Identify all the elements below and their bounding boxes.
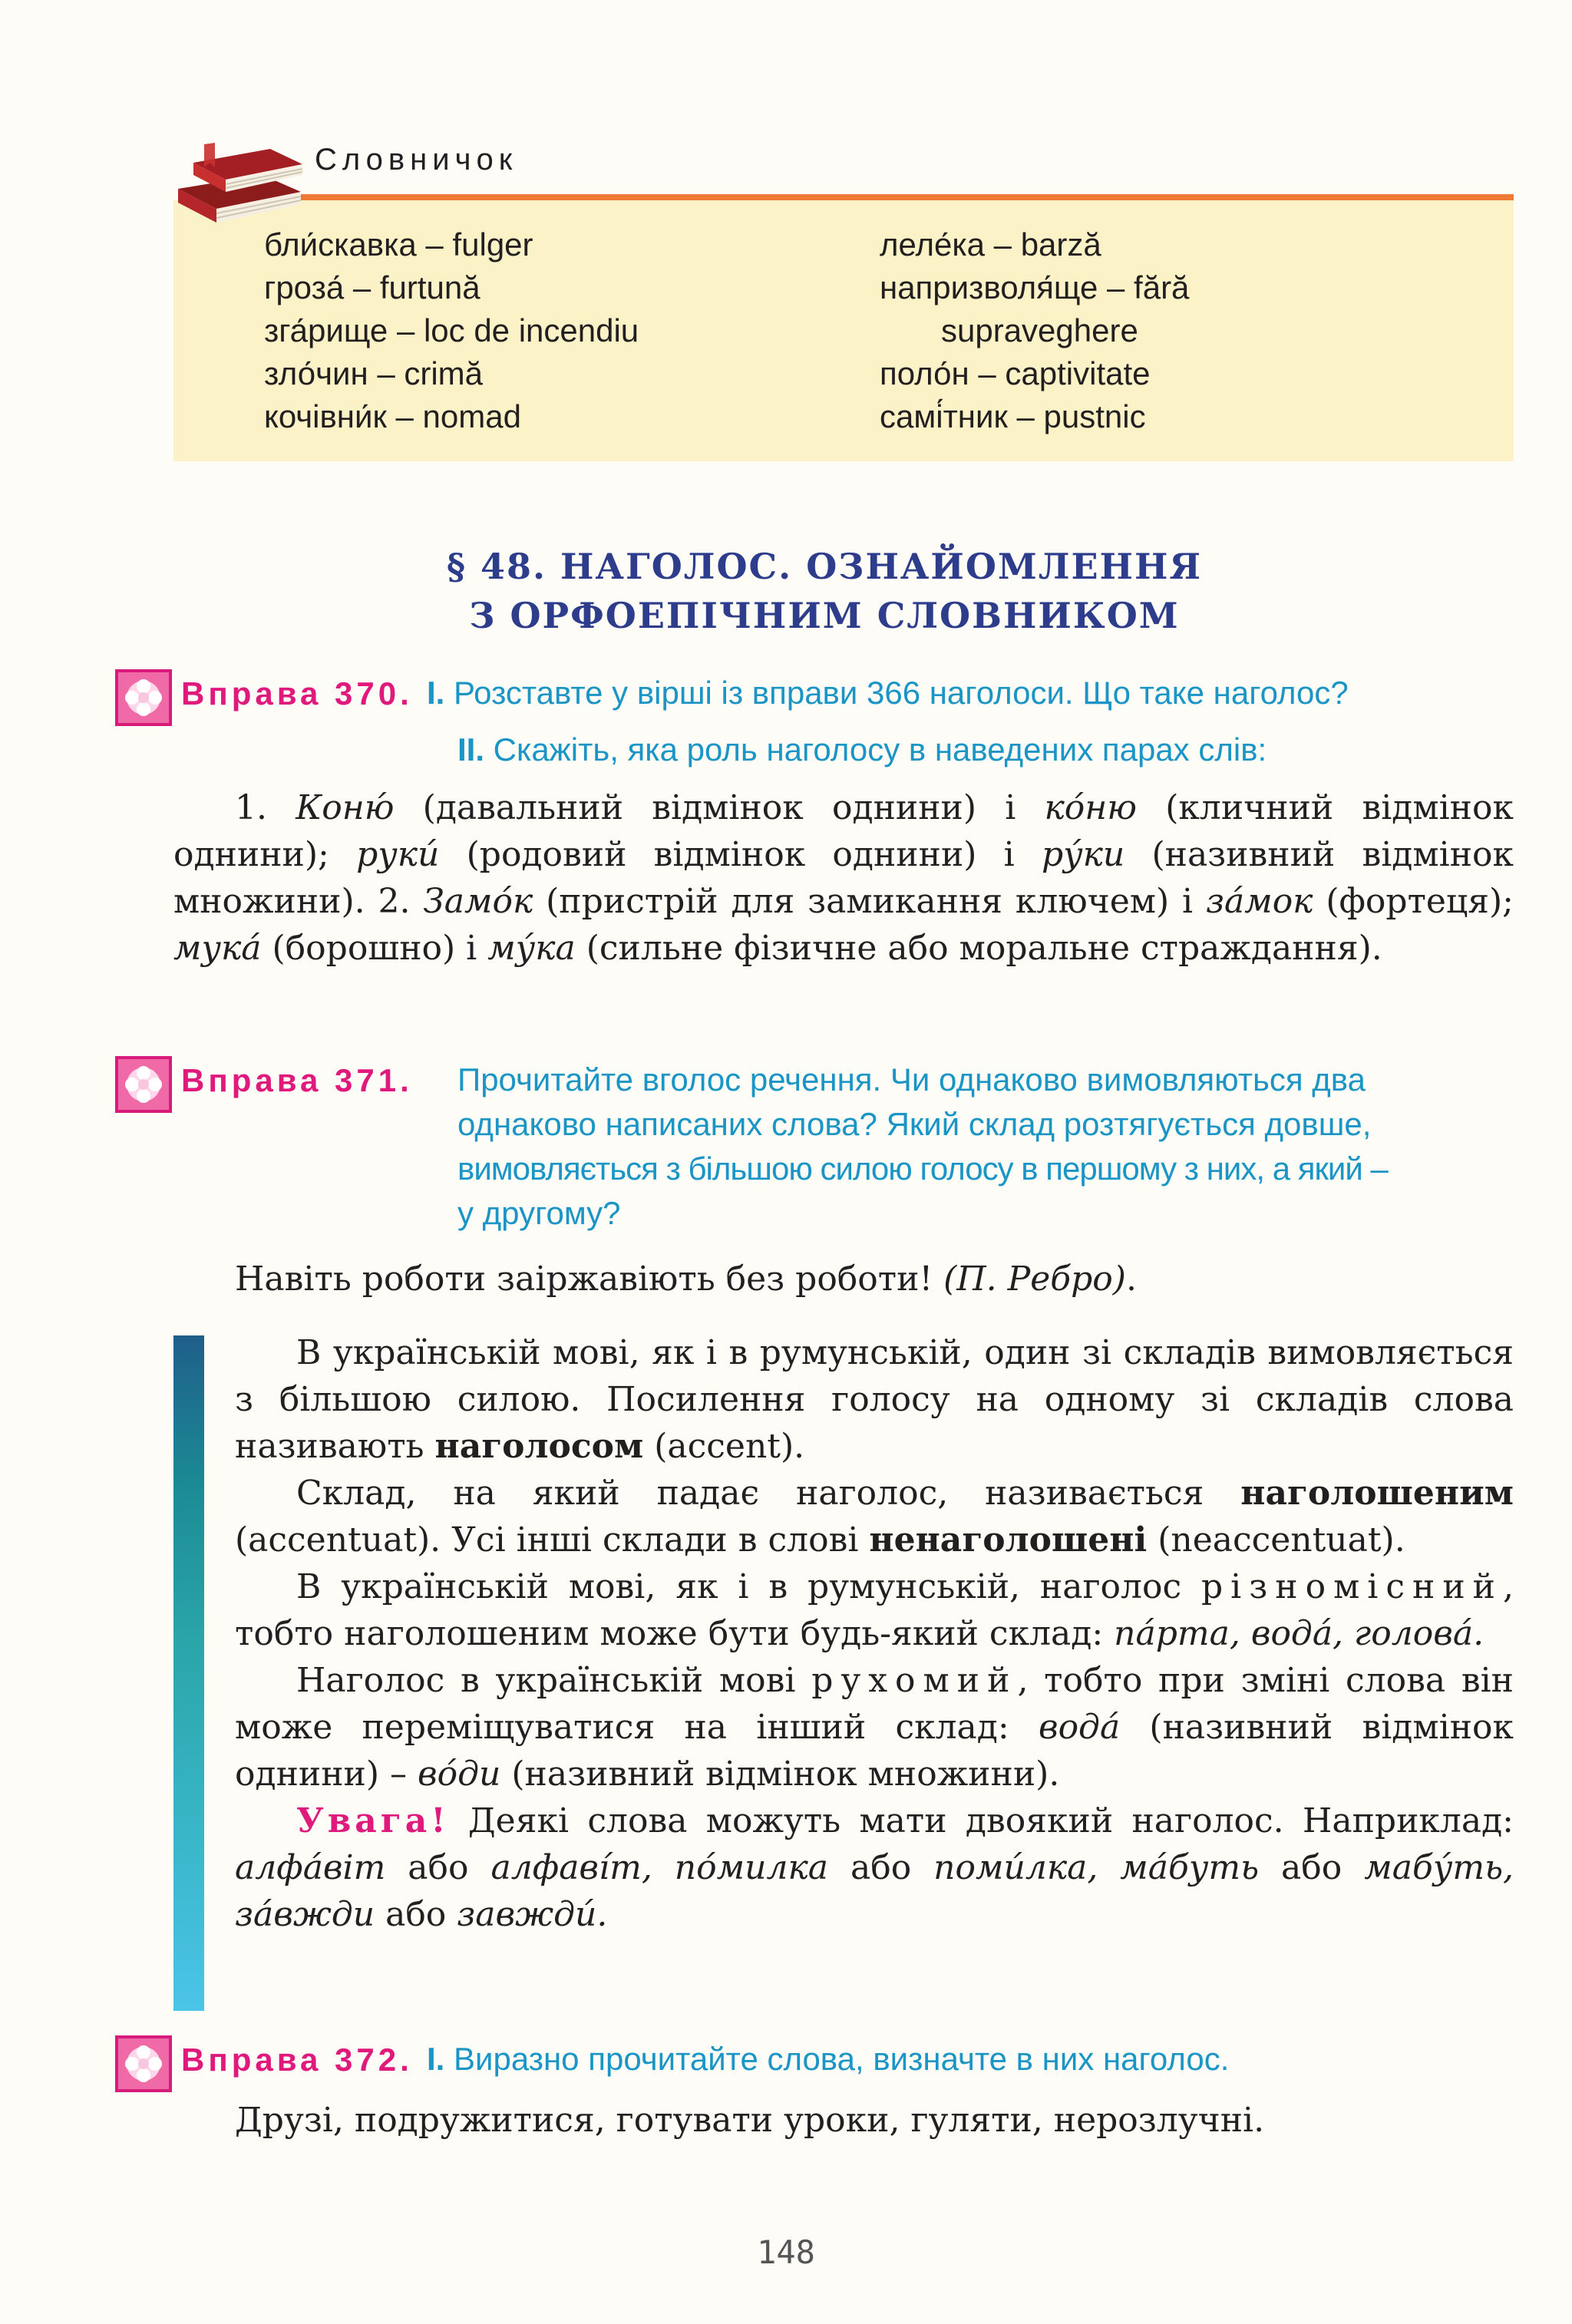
task-text: Розставте у вірші із вправи 366 наголоси. Що таке наголос?	[444, 675, 1349, 711]
glossary-entry: леле́ка – barză	[880, 226, 1101, 262]
example-word: поми́лка, ма́буть	[933, 1848, 1260, 1887]
task-text: Скажіть, яка роль наголосу в наведених парах слів:	[484, 731, 1267, 768]
exercise-372-words: Друзі, подружитися, готувати уроки, гуляти, нерозлучні.	[235, 2101, 1265, 2140]
sentence-source: (П. Ребро)	[943, 1259, 1126, 1299]
exercise-flower-icon	[115, 1056, 172, 1113]
theory-paragraph: Увага! Деякі слова можуть мати двоякий наголос. Наприклад: алфа́віт або алфаві́т, по́милка або поми́лка, ма́буть або мабу́ть, за́вжди або завжди́.	[235, 1801, 1514, 1934]
example-word: Замо́к	[423, 882, 533, 921]
attention-label: Увага!	[296, 1801, 450, 1840]
theory-paragraph: В українській мові, як і в румунській, наголос різномісний, тобто наголошеним може бути будь-який склад: па́рта, вода́, голова́.	[235, 1567, 1514, 1653]
glossary-box	[173, 200, 1514, 461]
example-word: Коню́	[296, 788, 395, 827]
task-line: однаково написаних слова? Який склад розтягується довше,	[457, 1106, 1372, 1142]
glossary-entry: зло́чин – crimă	[264, 355, 484, 391]
theory-paragraph: В українській мові, як і в румунській, один зі складів вимовляється з більшою силою. Посилення голосу на одному зі складів слова називають наголосом (accent).	[235, 1333, 1514, 1466]
example-word: алфаві́т, по́милка	[490, 1848, 828, 1887]
glossary-entry: зга́рище – loc de incendiu	[264, 312, 639, 348]
example-word: алфа́віт	[235, 1848, 386, 1887]
glossary-entry: самі́тник – pustnic	[880, 398, 1146, 434]
task-number: І.	[427, 675, 445, 711]
example-word: за́мок	[1205, 882, 1313, 921]
glossary-entry: кочівни́к – nomad	[264, 398, 521, 434]
exercise-370-task-1	[427, 671, 1349, 715]
glossary-right-column	[880, 223, 1189, 438]
glossary-entry-continuation: supraveghere	[941, 312, 1138, 348]
page-number: 148	[757, 2233, 815, 2271]
glossary-entry: гроза́ – furtună	[264, 269, 481, 305]
task-number: ІІ.	[457, 731, 485, 768]
section-heading-line: § 48. НАГОЛОС. ОЗНАЙОМЛЕННЯ	[446, 546, 1203, 587]
glossary-left-column	[264, 223, 639, 438]
glossary-divider	[270, 194, 1514, 200]
glossary-entry: напризволя́ще – fără	[880, 269, 1190, 305]
task-text: Виразно прочитайте слова, визначте в них наголос.	[444, 2041, 1230, 2077]
example-word: ко́ню	[1044, 788, 1138, 827]
task-line: вимовляється з більшою силою голосу в першому з них, а який –	[457, 1150, 1388, 1187]
glossary-entry: бли́скавка – fulger	[264, 226, 533, 262]
theory-sidebar-accent	[173, 1335, 204, 2011]
exercise-370-label: Вправа 370.	[181, 675, 413, 711]
example-word: руки́	[356, 835, 440, 874]
task-line: у другому?	[457, 1195, 621, 1231]
theory-block	[235, 1329, 1514, 1938]
example-word: ру́ки	[1041, 835, 1125, 874]
theory-paragraph: Склад, на який падає наголос, називається наголошеним (accentuat). Усі інші склади в слові ненаголошені (neaccentuat).	[235, 1474, 1514, 1560]
example-word: завжди́.	[457, 1895, 608, 1934]
task-number: І.	[427, 2041, 445, 2077]
task-line: Прочитайте вголос речення. Чи однаково вимовляються два	[457, 1061, 1366, 1098]
exercise-370-text: 1. Коню́ (давальний відмінок однини) і ко́ню (кличний відмінок однини); руки́ (родовий відмінок однини) і ру́ки (називний відмінок множини). 2. Замо́к (пристрій для замикання ключем) і за́мок (фортеця); мука́ (борошно) і му́ка (сильне фізичне або моральне страждання).	[173, 788, 1514, 968]
term: наголосом	[434, 1427, 644, 1466]
example-word: мабу́ть, за́вжди	[235, 1848, 1514, 1934]
example-word: вода́	[1038, 1708, 1121, 1747]
theory-paragraph: Наголос в українській мові рухомий, тобто при зміні слова він може переміщуватися на інший склад: вода́ (називний відмінок однини) – во́ди (називний відмінок множини).	[235, 1661, 1514, 1794]
exercise-371-sentence: Навіть роботи заіржавіють без роботи! (П. Ребро).	[235, 1259, 1137, 1299]
example-words: па́рта, вода́, голова́.	[1114, 1614, 1484, 1653]
books-icon	[170, 129, 309, 236]
exercise-371-label: Вправа 371.	[181, 1062, 413, 1098]
glossary-title: Словничок	[315, 143, 518, 177]
exercise-372-label: Вправа 372.	[181, 2042, 413, 2078]
exercise-371-task	[457, 1058, 1517, 1236]
exercise-372-task	[427, 2037, 1229, 2081]
term: ненаголошені	[869, 1520, 1148, 1560]
section-heading	[0, 542, 1572, 640]
exercise-flower-icon	[115, 2035, 172, 2092]
exercise-370-task-2	[457, 728, 1267, 772]
term-spaced: рухомий	[811, 1661, 1018, 1700]
section-heading-line: З ОРФОЕПІЧНИМ СЛОВНИКОМ	[469, 595, 1180, 636]
example-word: мука́	[173, 929, 262, 968]
term-spaced: різномісний	[1201, 1567, 1503, 1606]
example-word: во́ди	[418, 1755, 501, 1794]
exercise-flower-icon	[115, 669, 172, 726]
term: наголошеним	[1240, 1474, 1514, 1513]
glossary-entry: поло́н – captivitate	[880, 355, 1151, 391]
example-word: му́ка	[487, 929, 576, 968]
